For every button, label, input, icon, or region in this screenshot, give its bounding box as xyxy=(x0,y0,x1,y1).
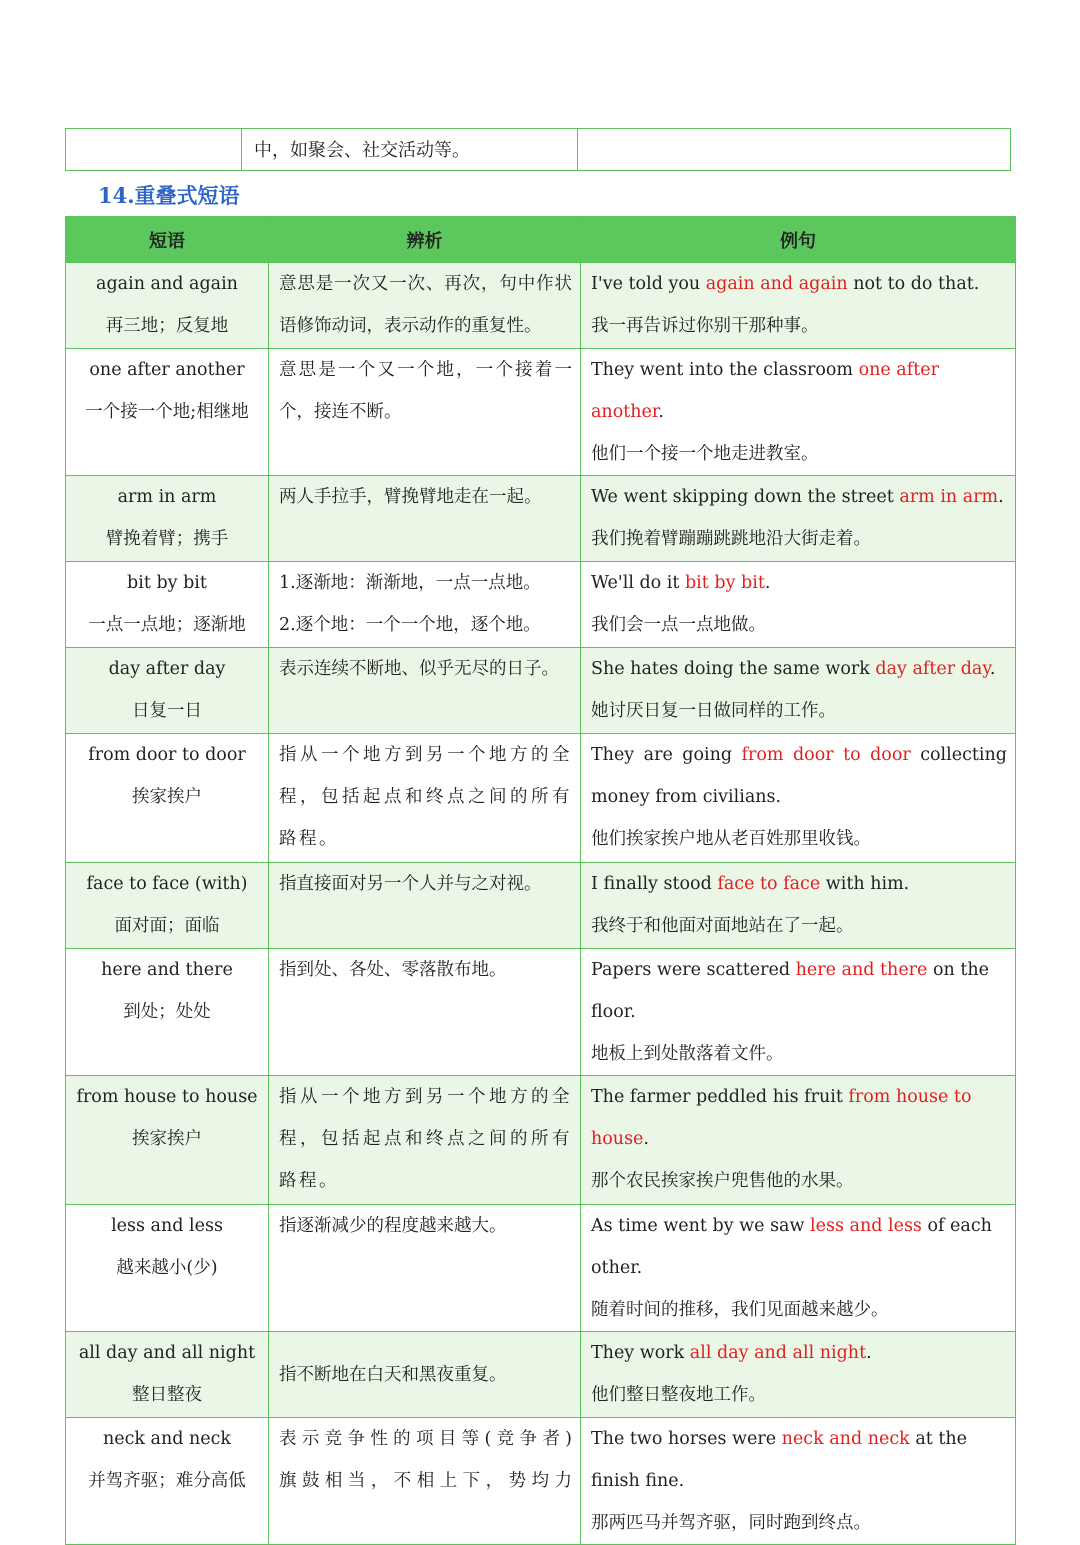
phrase-cell xyxy=(66,349,269,476)
example-cell xyxy=(581,1076,1016,1205)
analysis-cell xyxy=(269,562,581,648)
highlighted-phrase: again and again xyxy=(705,274,848,294)
example-english: We'll do it bit by bit. xyxy=(591,573,771,593)
phrase-english: from door to door xyxy=(88,745,246,765)
phrase-chinese: 并驾齐驱；难分高低 xyxy=(88,1471,246,1491)
example-cell xyxy=(581,734,1016,863)
table-row xyxy=(66,562,1016,648)
phrase-english: one after another xyxy=(89,360,245,380)
example-english: They are going from door to door collecting money from civilians. xyxy=(591,745,1007,807)
analysis-line-1: 1.逐渐地：渐渐地，一点一点地。 xyxy=(279,573,541,593)
phrase-cell xyxy=(66,648,269,734)
example-chinese: 他们挨家挨户地从老百姓那里收钱。 xyxy=(591,829,871,849)
table-row xyxy=(66,1418,1016,1545)
example-english: She hates doing the same work day after day. xyxy=(591,659,996,679)
table-row xyxy=(66,476,1016,562)
phrase-chinese: 再三地；反复地 xyxy=(105,316,229,336)
analysis-cell: 指直接面对另一个人并与之对视。 xyxy=(269,863,581,949)
analysis-line-1: 表示竞争性的项目等(竞争者) xyxy=(279,1429,572,1449)
phrase-chinese: 到处；处处 xyxy=(123,1002,211,1022)
phrase-chinese: 挨家挨户 xyxy=(132,787,202,807)
example-chinese: 我们挽着臂蹦蹦跳跳地沿大街走着。 xyxy=(591,529,871,549)
phrase-cell xyxy=(66,949,269,1076)
section-title: 14.重叠式短语 xyxy=(98,183,240,208)
example-english: The farmer peddled his fruit from house to house. xyxy=(591,1087,972,1149)
phrase-cell xyxy=(66,1076,269,1205)
phrase-english: arm in arm xyxy=(117,487,217,507)
phrase-english: bit by bit xyxy=(127,573,207,593)
phrase-english: here and there xyxy=(101,960,233,980)
table-row xyxy=(66,734,1016,863)
continuation-table xyxy=(65,128,1011,171)
example-english: The two horses were neck and neck at the finish fine. xyxy=(591,1429,968,1491)
phrase-chinese: 一点一点地；逐渐地 xyxy=(88,615,246,635)
highlighted-phrase: day after day xyxy=(875,659,990,679)
phrase-english: from house to house xyxy=(76,1087,258,1107)
table-header-row xyxy=(66,217,1016,263)
phrase-english: day after day xyxy=(108,659,226,679)
example-cell xyxy=(581,648,1016,734)
example-english: We went skipping down the street arm in arm. xyxy=(591,487,1004,507)
phrase-english: again and again xyxy=(96,274,238,294)
example-chinese: 她讨厌日复一日做同样的工作。 xyxy=(591,701,836,721)
example-chinese: 他们整日整夜地工作。 xyxy=(591,1385,766,1405)
table-row xyxy=(66,648,1016,734)
table-row xyxy=(66,1076,1016,1205)
analysis-line-2: 旗鼓相当，不相上下，势均力 xyxy=(279,1471,572,1491)
continuation-cell-phrase xyxy=(66,129,242,170)
phrase-cell xyxy=(66,562,269,648)
phrase-chinese: 挨家挨户 xyxy=(132,1129,202,1149)
example-chinese: 地板上到处散落着文件。 xyxy=(591,1044,784,1064)
example-cell xyxy=(581,863,1016,949)
highlighted-phrase: here and there xyxy=(795,960,928,980)
example-cell xyxy=(581,1332,1016,1418)
continuation-cell-example xyxy=(578,129,1010,170)
phrase-chinese: 面对面；面临 xyxy=(114,916,220,936)
phrase-chinese: 日复一日 xyxy=(132,701,202,721)
example-chinese: 他们一个接一个地走进教室。 xyxy=(591,444,819,464)
header-example: 例句 xyxy=(581,217,1016,263)
phrase-cell xyxy=(66,1332,269,1418)
highlighted-phrase: less and less xyxy=(810,1216,922,1236)
highlighted-phrase: arm in arm xyxy=(899,487,999,507)
phrase-english: neck and neck xyxy=(102,1429,232,1449)
table-row xyxy=(66,263,1016,349)
highlighted-phrase: from house to house xyxy=(591,1087,972,1149)
example-cell xyxy=(581,476,1016,562)
phrase-chinese: 一个接一个地;相继地 xyxy=(85,402,249,422)
example-english: As time went by we saw less and less of each other. xyxy=(591,1216,992,1278)
analysis-cell: 指到处、各处、零落散布地。 xyxy=(269,949,581,1076)
example-cell xyxy=(581,562,1016,648)
highlighted-phrase: bit by bit xyxy=(684,573,765,593)
phrase-cell xyxy=(66,1205,269,1332)
example-english: I finally stood face to face with him. xyxy=(591,874,910,894)
analysis-line-2: 2.逐个地：一个一个地，逐个地。 xyxy=(279,615,541,635)
phrase-cell xyxy=(66,863,269,949)
phrase-cell xyxy=(66,734,269,863)
continuation-cell-note: 中，如聚会、社交活动等。 xyxy=(242,129,578,170)
example-english: I've told you again and again not to do that. xyxy=(591,274,980,294)
example-chinese: 我一再告诉过你别干那种事。 xyxy=(591,316,819,336)
example-cell xyxy=(581,263,1016,349)
phrase-cell xyxy=(66,263,269,349)
table-row xyxy=(66,1332,1016,1418)
example-chinese: 我终于和他面对面地站在了一起。 xyxy=(591,916,854,936)
phrase-chinese: 臂挽着臂；携手 xyxy=(105,529,229,549)
example-cell xyxy=(581,1205,1016,1332)
phrase-cell xyxy=(66,476,269,562)
analysis-cell: 意思是一个又一个地，一个接着一个，接连不断。 xyxy=(269,349,581,476)
phrase-cell xyxy=(66,1418,269,1545)
analysis-cell: 意思是一次又一次、再次，句中作状语修饰动词，表示动作的重复性。 xyxy=(269,263,581,349)
analysis-cell: 表示连续不断地、似乎无尽的日子。 xyxy=(269,648,581,734)
example-chinese: 随着时间的推移，我们见面越来越少。 xyxy=(591,1300,889,1320)
highlighted-phrase: all day and all night xyxy=(689,1343,867,1363)
example-chinese: 那个农民挨家挨户兜售他的水果。 xyxy=(591,1171,854,1191)
header-phrase: 短语 xyxy=(66,217,269,263)
phrase-english: face to face (with) xyxy=(86,874,248,894)
analysis-cell: 指逐渐减少的程度越来越大。 xyxy=(269,1205,581,1332)
analysis-cell: 指从一个地方到另一个地方的全程，包括起点和终点之间的所有路程。 xyxy=(269,1076,581,1205)
phrase-english: less and less xyxy=(111,1216,223,1236)
highlighted-phrase: one after another xyxy=(591,360,939,422)
highlighted-phrase: face to face xyxy=(717,874,821,894)
analysis-cell: 两人手拉手，臂挽臂地走在一起。 xyxy=(269,476,581,562)
phrase-chinese: 整日整夜 xyxy=(132,1385,202,1405)
header-analysis: 辨析 xyxy=(269,217,581,263)
example-english: They went into the classroom one after another. xyxy=(591,360,939,422)
example-cell xyxy=(581,349,1016,476)
highlighted-phrase: from door to door xyxy=(741,745,911,765)
example-chinese: 我们会一点一点地做。 xyxy=(591,615,766,635)
example-chinese: 那两匹马并驾齐驱，同时跑到终点。 xyxy=(591,1513,871,1533)
table-row xyxy=(66,1205,1016,1332)
analysis-cell: 指不断地在白天和黑夜重复。 xyxy=(269,1332,581,1418)
table-row xyxy=(66,949,1016,1076)
example-cell xyxy=(581,949,1016,1076)
example-english: They work all day and all night. xyxy=(591,1343,872,1363)
phrase-chinese: 越来越小(少) xyxy=(116,1258,218,1278)
table-row xyxy=(66,349,1016,476)
highlighted-phrase: neck and neck xyxy=(781,1429,910,1449)
table-row xyxy=(66,863,1016,949)
example-english: Papers were scattered here and there on the floor. xyxy=(591,960,989,1022)
example-cell xyxy=(581,1418,1016,1545)
analysis-cell xyxy=(269,1418,581,1545)
analysis-cell: 指从一个地方到另一个地方的全程，包括起点和终点之间的所有路程。 xyxy=(269,734,581,863)
phrase-english: all day and all night xyxy=(78,1343,256,1363)
phrase-table xyxy=(65,216,1016,1545)
